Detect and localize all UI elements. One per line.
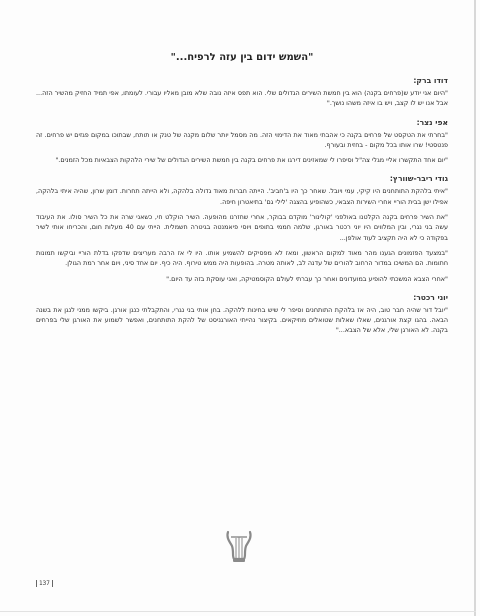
section-dudu-barak (36, 76, 448, 109)
article-body (36, 52, 448, 345)
paragraph: "את השיר פרחים בקנה הקלטנו באולפני 'קולינור' מוקדם בבוקר, אחרי שחזרנו מהופעה. השיר הוקלט חי, כשאני שרה את כל השיר סולו. את העיבוד עשה בני נגרי, ובין המלווים היו יוני רכטר באורגן, שלמה חממי בתופים ויוסי פיאמנטה בגיטרה חשמלית. הייתי עם 40 מעלות חום, והכריחו אותי לשיר בפקודה כי לא היה תקציב לעוד אולפן... (36, 213, 448, 242)
page-edge-bottom (0, 611, 476, 612)
paragraph: "יום אחד התקשרו אליי מגלי צה"ל וסיפרו לי שמאזינים דירגו את פרחים בקנה בין חמשת השירים הגדולים של שירי הלהקות הצבאיות מכל הזמנים." (55, 156, 448, 165)
author-heading: גודי ריבר-שוורץ: (389, 174, 448, 184)
page-number: 137 (36, 580, 53, 587)
paragraph: "אחרי הצבא המשכתי להופיע במועדונים ואחר כך עברתי לעולם הקוסמטיקה, ואני עוסקת בזה עד היום." (166, 274, 448, 283)
paragraph: "איתי בלהקת התותחנים היו קיקי, עמי ויובל. שאחר כך היו ב'חביב'. הייתה חברות מאוד גדולה בלהקה, ולא הייתה תחרות. דומן שרון, שהיה איתי בלהקה, אפילו ישן בבית הוריי אחרי השירות הצבאי, כשהופיע בהצגה 'לילי גם' בתיאטרון חיפה. (36, 187, 448, 206)
lyre-icon (224, 528, 254, 564)
page-edge (474, 0, 476, 616)
section-yoni-rechter (36, 293, 448, 336)
author-heading: יוני רכטר: (413, 292, 448, 302)
page-title: "השמש ידום בין עזה לרפיח..." (170, 52, 314, 63)
author-heading: דודו ברק: (413, 76, 448, 85)
author-heading: אפי נצר: (416, 117, 448, 127)
section-efi-netzer (36, 118, 448, 166)
section-gudi-river-schwartz (36, 174, 448, 283)
paragraph: "במצעד הפזמונים הגענו מהר מאוד למקום הראשון, ומאז לא מפסיקים להשמיע אותו. היו לי אז הרבה מעריצים שדפקו בדלת הוריי וביקשו תמונות חתומות. הם המשיכו במדור הרחוב להורים של עדנה לב, לאותה מטרה. בהופעות היה ממש טירוף. היה כיף. יום אחד סיני, ויום אחר רמת הגולן. (36, 248, 448, 268)
paragraph: "היום אני יודע ש(פרחים בקנה) הוא בין חמשת השירים הגדולים שלי. הוא תפס איזה נובה שלא מובן מאליו עבורי. לעומתו, אפי תמיד החזיק מהשיר הזה... אבל אנו יש לו קצב, ויש בו איזה משהו נושך." (36, 89, 448, 108)
paragraph: "יובל דור שהיה חבר טוב, היה אז בלהקת התותחנים וסיפר לי שיש בחינות ללהקה. בחן אותי בני נגרי, והתקבלתי כנגן אורגן. ביקשו ממני לנגן את בשנה הבאה. בהגו קצת אורגנים, שאלו שאלות שטואלים מוזיקאים. בקיצור נהייתי האורגניסט של להקת התותחנים, ואפשר לשמוע את האורגן שלי בפרחים בקנה. לא האורגן שלי, אלא של הצבא..." (36, 305, 448, 335)
paragraph: "בחרתי את הטקסט של פרחים בקנה כי אהבתי מאוד את הדימוי הזה. מה מסמל יותר שלום מקנה של טנק או תותח, שבתוכו במקום פגזים יש פרחים. זה פנטסטי! שרו אותו בכל מקום - בחזית ובעורף. (36, 130, 448, 149)
